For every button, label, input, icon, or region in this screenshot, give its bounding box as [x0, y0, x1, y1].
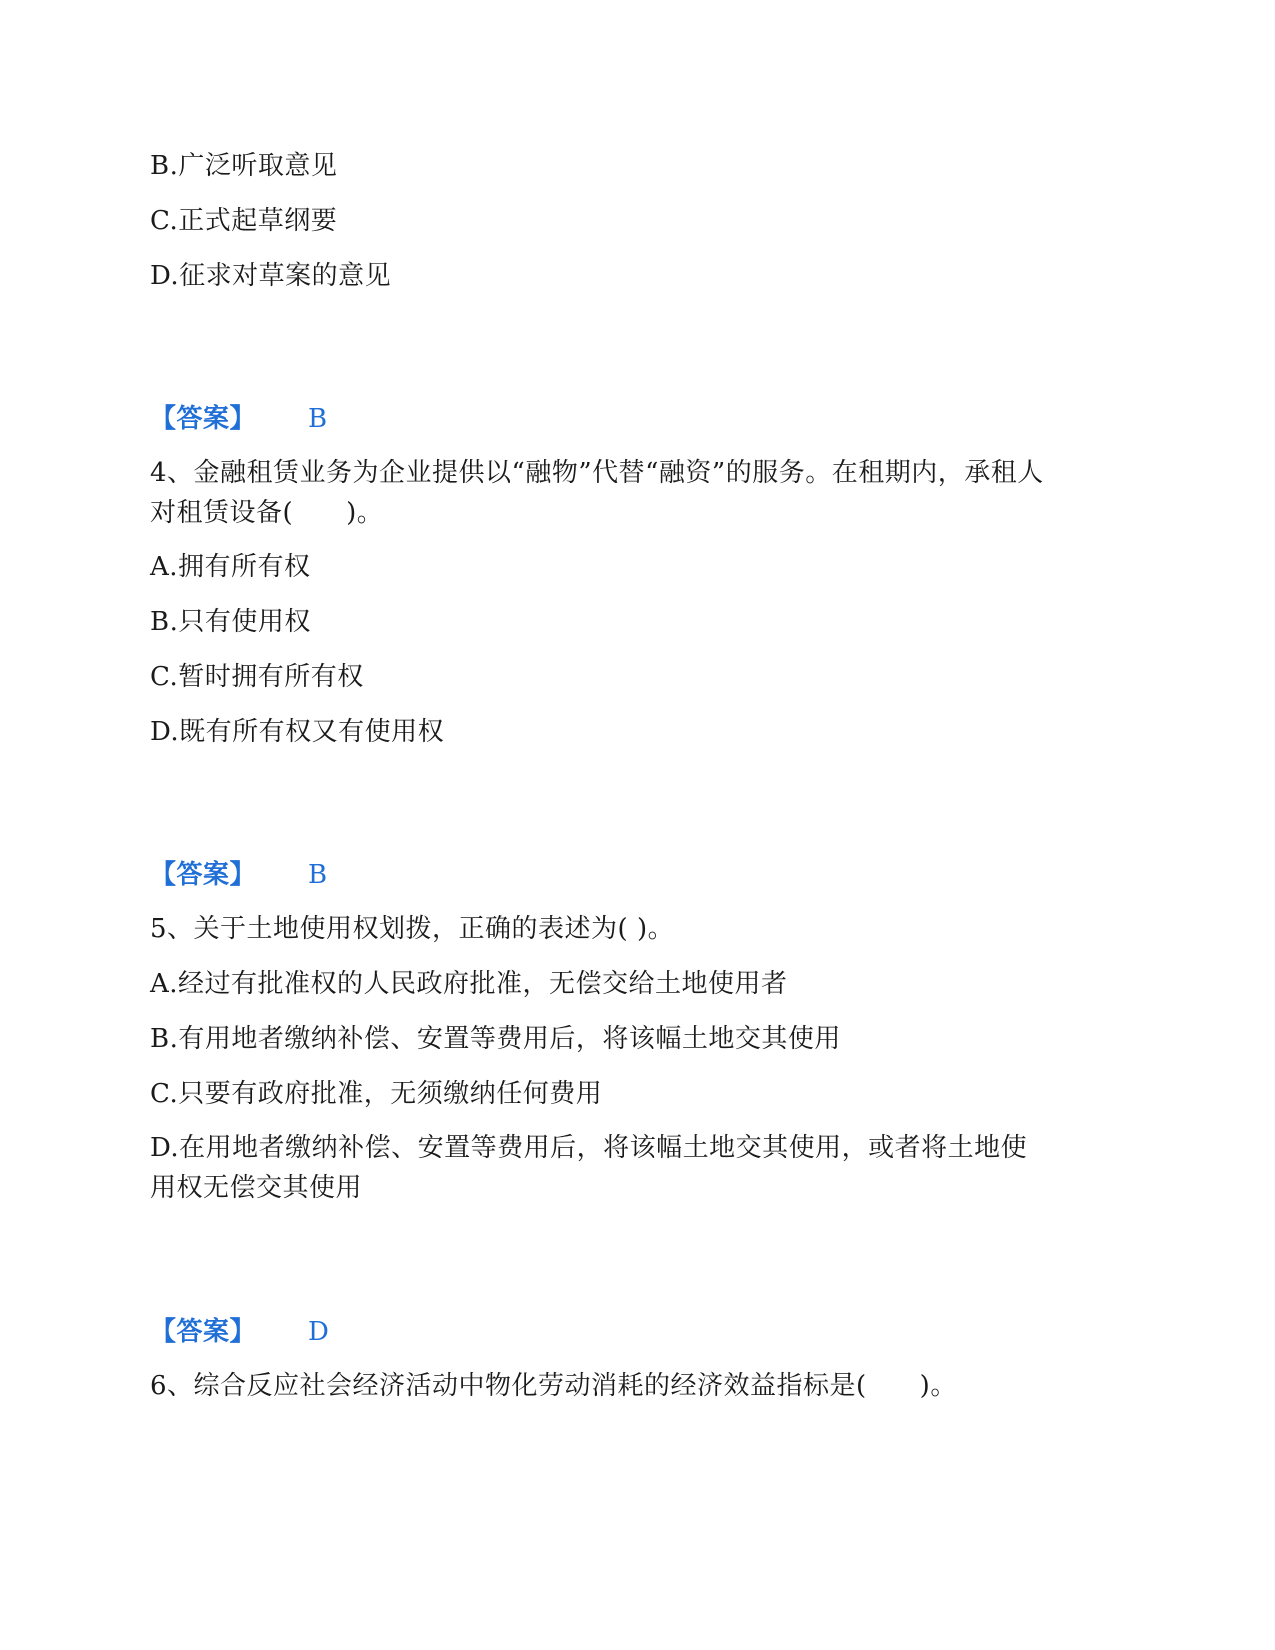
- q5-option-a: A.经过有批准权的人民政府批准，无偿交给土地使用者: [150, 969, 788, 999]
- q5-option-d-line2: 用权无偿交其使用: [150, 1173, 363, 1203]
- q5-option-c: C.只要有政府批准，无须缴纳任何费用: [150, 1079, 603, 1109]
- answer-label: 【答案】: [150, 860, 257, 890]
- q5-option-d-line1: D.在用地者缴纳补偿、安置等费用后，将该幅土地交其使用，或者将土地使: [150, 1133, 1028, 1163]
- q4-option-b: B.只有使用权: [150, 607, 311, 637]
- q3-answer: [150, 399, 328, 439]
- q5-stem: 5、关于土地使用权划拨，正确的表述为( )。: [150, 914, 675, 944]
- q4-answer: [150, 855, 328, 895]
- answer-label: 【答案】: [150, 404, 257, 434]
- q4-option-d: D.既有所有权又有使用权: [150, 717, 445, 747]
- q4-option-a: A.拥有所有权: [150, 552, 311, 582]
- q3-option-d: D.征求对草案的意见: [150, 261, 392, 291]
- q3-option-b: B.广泛听取意见: [150, 151, 338, 181]
- q5-answer: [150, 1312, 329, 1352]
- answer-label: 【答案】: [150, 1317, 257, 1347]
- q4-stem-line1: 4、金融租赁业务为企业提供以“融物”代替“融资”的服务。在租期内，承租人: [150, 458, 1044, 488]
- answer-value: D: [308, 1317, 330, 1347]
- q4-stem-line2: 对租赁设备( )。: [150, 498, 384, 528]
- answer-value: B: [308, 404, 328, 434]
- answer-value: B: [308, 860, 328, 890]
- q5-option-b: B.有用地者缴纳补偿、安置等费用后，将该幅土地交其使用: [150, 1024, 841, 1054]
- q3-option-c: C.正式起草纲要: [150, 206, 338, 236]
- q4-option-c: C.暂时拥有所有权: [150, 662, 364, 692]
- q6-stem: 6、综合反应社会经济活动中物化劳动消耗的经济效益指标是( )。: [150, 1371, 957, 1401]
